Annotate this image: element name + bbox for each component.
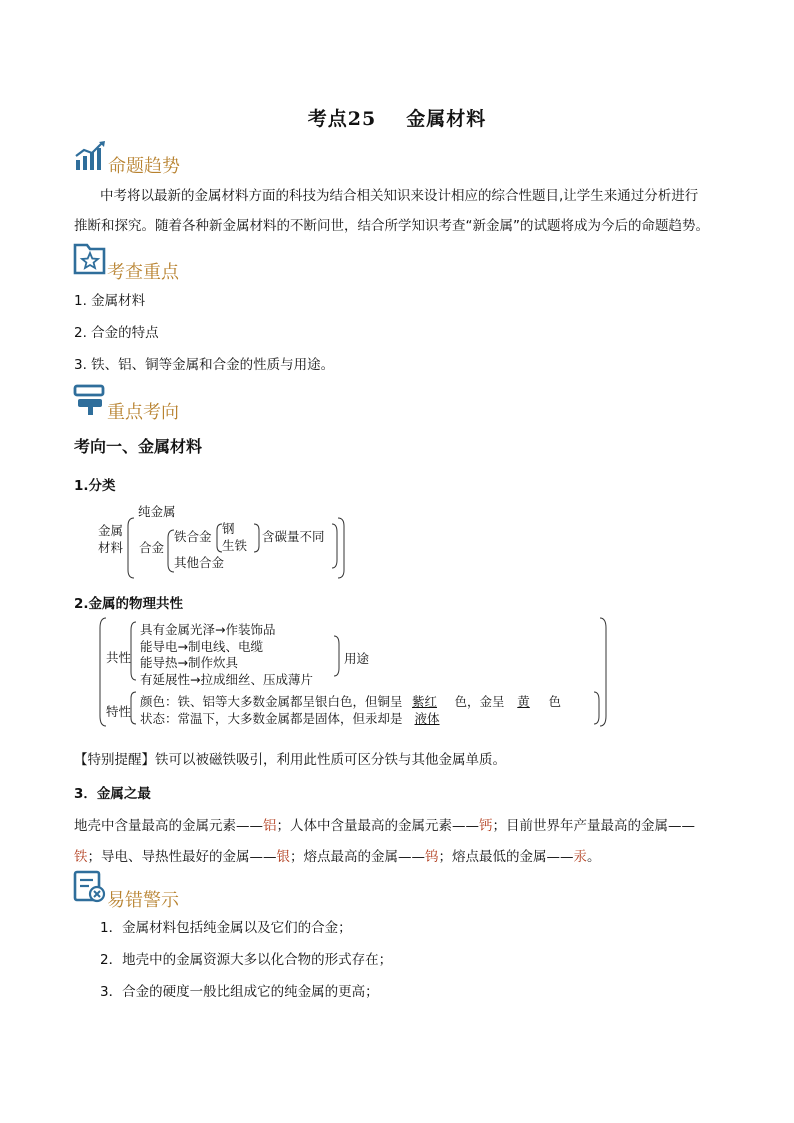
- common-item-conduct-heat: 能导热→制作炊具: [140, 655, 238, 670]
- answer-calcium: 钙: [479, 818, 493, 834]
- blank-mercury-state: 液体: [414, 711, 440, 726]
- physical-use-label: 用途: [344, 651, 370, 666]
- section-trend-title: 命题趋势: [108, 156, 180, 177]
- superlatives-heading: 3．金属之最: [74, 786, 151, 802]
- class-iron-alloy: 铁合金: [174, 529, 212, 544]
- answer-tungsten: 钨: [425, 849, 439, 865]
- blank-gold-color: 黄: [517, 694, 530, 709]
- common-item-ductility: 有延展性→拉成细丝、压成薄片: [140, 671, 313, 687]
- section-trend-header: [74, 140, 108, 178]
- superlatives-line2: 铁；导电、导热性最好的金属——银；熔点最高的金属——钨；熔点最低的金属——汞。: [74, 849, 601, 865]
- answer-iron: 铁: [74, 849, 88, 865]
- common-item-conduct-electricity: 能导电→制电线、电缆: [140, 638, 263, 654]
- answer-aluminum: 铝: [263, 818, 277, 834]
- classification-brackets: [126, 512, 346, 582]
- key-item-2: 2. 合金的特点: [74, 325, 159, 341]
- classification-heading: 1.分类: [74, 478, 116, 494]
- class-pure-metal: 纯金属: [138, 504, 176, 519]
- special-tip: 【特别提醒】铁可以被磁铁吸引，利用此性质可区分铁与其他金属单质。: [74, 752, 506, 768]
- section-focus-title: 重点考向: [107, 402, 179, 423]
- trend-paragraph-line2: 推断和探究。随着各种新金属材料的不断问世，结合所学知识考查“新金属”的试题将成为今后的命题趋势。: [74, 218, 709, 234]
- physical-brackets: [96, 614, 616, 734]
- section-key-header: [73, 242, 107, 280]
- section-focus-header: [73, 382, 107, 420]
- trend-paragraph-line1: 中考将以最新的金属材料方面的科技为结合相关知识来设计相应的综合性题目,让学生来通过分析进行: [100, 188, 699, 204]
- physical-state-line: 状态：常温下，大多数金属都是固体，但汞却是 液体: [140, 709, 455, 727]
- key-item-3: 3. 铁、铝、铜等金属和合金的性质与用途。: [74, 357, 335, 373]
- section-key-title: 考查重点: [107, 262, 179, 283]
- section-mistakes-title: 易错警示: [107, 890, 179, 911]
- answer-mercury: 汞: [573, 849, 587, 865]
- class-steel: 钢: [222, 521, 235, 536]
- checklist-icon: [73, 870, 107, 904]
- bar-chart-icon: [74, 140, 108, 174]
- key-item-1: 1. 金属材料: [74, 293, 146, 309]
- star-folder-icon: [73, 242, 107, 276]
- mistake-item-1: 1．金属材料包括纯金属以及它们的合金；: [100, 920, 352, 936]
- superlatives-line1: 地壳中含量最高的金属元素——铝；人体中含量最高的金属元素——钙；目前世界年产量最高的金属——: [74, 818, 695, 834]
- physical-special-label: 特性: [106, 704, 132, 719]
- mistake-item-3: 3．合金的硬度一般比组成它的纯金属的更高；: [100, 984, 379, 1000]
- class-alloy: 合金: [139, 540, 165, 555]
- title-topic-number: 考点25: [307, 108, 377, 130]
- physical-heading: 2.金属的物理共性: [74, 596, 184, 612]
- title-topic-name: 金属材料: [406, 108, 487, 130]
- signpost-icon: [73, 382, 107, 416]
- physical-common-label: 共性: [106, 650, 132, 665]
- class-other-alloy: 其他合金: [174, 555, 225, 570]
- class-carbon-note: 含碳量不同: [262, 529, 325, 544]
- physical-color-line: 颜色：铁、铝等大多数金属都呈银白色，但铜呈 紫红 色，金呈 黄 色: [140, 694, 562, 709]
- blank-copper-color: 紫红: [412, 694, 438, 709]
- class-pig-iron: 生铁: [222, 538, 248, 553]
- class-root-line1: 金属: [98, 523, 124, 538]
- direction-1-heading: 考向一、金属材料: [74, 437, 203, 456]
- section-mistakes-header: [73, 870, 107, 908]
- common-item-luster: 具有金属光泽→作装饰品: [140, 622, 276, 637]
- page-title: [0, 104, 794, 131]
- mistake-item-2: 2．地壳中的金属资源大多以化合物的形式存在；: [100, 952, 393, 968]
- answer-silver: 银: [276, 849, 290, 865]
- class-root-line2: 材料: [98, 540, 124, 555]
